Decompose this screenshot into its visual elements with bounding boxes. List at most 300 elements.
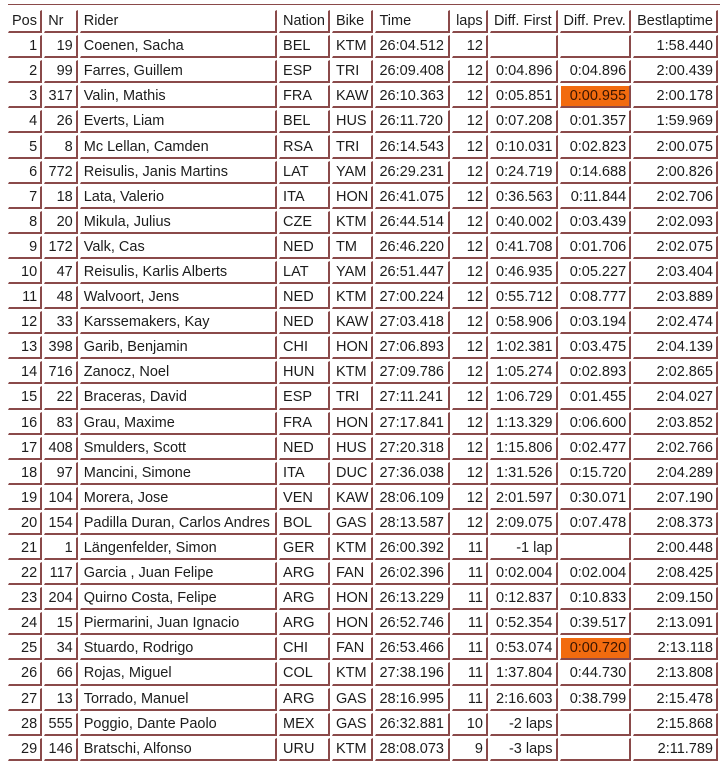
cell-time: 26:52.746 xyxy=(375,612,450,635)
cell-pos: 28 xyxy=(8,713,42,736)
cell-diff-prev: 0:44.730 xyxy=(560,662,632,685)
cell-time: 26:10.363 xyxy=(375,85,450,108)
cell-bike: TM xyxy=(332,236,374,259)
table-row xyxy=(8,587,718,610)
cell-rider: Piermarini, Juan Ignacio xyxy=(80,612,277,635)
cell-nation: ARG xyxy=(279,688,330,711)
cell-bike: HON xyxy=(332,587,374,610)
table-row xyxy=(8,612,718,635)
cell-laps: 11 xyxy=(452,612,488,635)
cell-nr: 146 xyxy=(44,738,78,761)
cell-rider: Braceras, David xyxy=(80,386,277,409)
cell-diff-prev: 0:38.799 xyxy=(560,688,632,711)
cell-nation: URU xyxy=(279,738,330,761)
cell-nr: 20 xyxy=(44,211,78,234)
top-divider xyxy=(8,4,720,5)
cell-rider: Everts, Liam xyxy=(80,110,277,133)
cell-diff-first: 2:09.075 xyxy=(490,512,558,535)
header-row xyxy=(8,10,718,33)
cell-bestlaptime: 2:02.865 xyxy=(633,361,718,384)
cell-rider: Mancini, Simone xyxy=(80,462,277,485)
cell-nr: 47 xyxy=(44,261,78,284)
cell-pos: 20 xyxy=(8,512,42,535)
cell-time: 27:00.224 xyxy=(375,286,450,309)
cell-time: 27:09.786 xyxy=(375,361,450,384)
table-row xyxy=(8,487,718,510)
cell-laps: 12 xyxy=(452,85,488,108)
cell-nation: NED xyxy=(279,311,330,334)
cell-diff-prev: 0:15.720 xyxy=(560,462,632,485)
cell-nation: ESP xyxy=(279,386,330,409)
table-row xyxy=(8,361,718,384)
cell-bike: TRI xyxy=(332,60,374,83)
col-header-laps: laps xyxy=(452,10,488,33)
cell-bike: KTM xyxy=(332,537,374,560)
cell-bestlaptime: 2:02.075 xyxy=(633,236,718,259)
cell-time: 26:02.396 xyxy=(375,562,450,585)
cell-nation: NED xyxy=(279,437,330,460)
cell-bike: KTM xyxy=(332,361,374,384)
cell-bestlaptime: 2:00.826 xyxy=(633,161,718,184)
table-row xyxy=(8,662,718,685)
col-header-bike: Bike xyxy=(332,10,374,33)
cell-pos: 9 xyxy=(8,236,42,259)
cell-bike: KTM xyxy=(332,211,374,234)
cell-diff-prev: 0:01.706 xyxy=(560,236,632,259)
table-row xyxy=(8,512,718,535)
cell-bike: FAN xyxy=(332,637,374,660)
cell-nation: ARG xyxy=(279,587,330,610)
cell-laps: 11 xyxy=(452,537,488,560)
cell-pos: 8 xyxy=(8,211,42,234)
table-row xyxy=(8,286,718,309)
cell-diff-prev: 0:06.600 xyxy=(560,412,632,435)
cell-rider: Coenen, Sacha xyxy=(80,35,277,58)
cell-diff-first: 0:05.851 xyxy=(490,85,558,108)
cell-diff-first: 1:06.729 xyxy=(490,386,558,409)
cell-time: 26:11.720 xyxy=(375,110,450,133)
cell-pos: 12 xyxy=(8,311,42,334)
cell-nr: 26 xyxy=(44,110,78,133)
cell-pos: 10 xyxy=(8,261,42,284)
table-row xyxy=(8,85,718,108)
cell-nation: VEN xyxy=(279,487,330,510)
cell-diff-first: 0:36.563 xyxy=(490,186,558,209)
table-row xyxy=(8,537,718,560)
cell-diff-first: 0:52.354 xyxy=(490,612,558,635)
table-row xyxy=(8,110,718,133)
cell-pos: 25 xyxy=(8,637,42,660)
cell-rider: Lata, Valerio xyxy=(80,186,277,209)
results-body xyxy=(8,35,718,761)
cell-nr: 97 xyxy=(44,462,78,485)
cell-time: 27:20.318 xyxy=(375,437,450,460)
cell-pos: 29 xyxy=(8,738,42,761)
cell-diff-first: 0:53.074 xyxy=(490,637,558,660)
cell-laps: 12 xyxy=(452,186,488,209)
cell-laps: 12 xyxy=(452,462,488,485)
cell-diff-first: 0:02.004 xyxy=(490,562,558,585)
cell-bestlaptime: 2:00.448 xyxy=(633,537,718,560)
cell-diff-first: 1:02.381 xyxy=(490,336,558,359)
cell-bike: GAS xyxy=(332,512,374,535)
col-header-pos: Pos xyxy=(8,10,42,33)
cell-pos: 24 xyxy=(8,612,42,635)
cell-nr: 33 xyxy=(44,311,78,334)
cell-rider: Reisulis, Karlis Alberts xyxy=(80,261,277,284)
cell-diff-first: 0:24.719 xyxy=(490,161,558,184)
cell-laps: 10 xyxy=(452,713,488,736)
cell-pos: 16 xyxy=(8,412,42,435)
cell-nation: COL xyxy=(279,662,330,685)
cell-bike: HUS xyxy=(332,437,374,460)
cell-laps: 12 xyxy=(452,487,488,510)
cell-diff-prev: 0:01.455 xyxy=(560,386,632,409)
cell-time: 26:14.543 xyxy=(375,135,450,158)
cell-rider: Bratschi, Alfonso xyxy=(80,738,277,761)
table-row xyxy=(8,236,718,259)
cell-rider: Valin, Mathis xyxy=(80,85,277,108)
cell-rider: Smulders, Scott xyxy=(80,437,277,460)
cell-bike: HON xyxy=(332,336,374,359)
table-row xyxy=(8,60,718,83)
cell-laps: 12 xyxy=(452,361,488,384)
cell-bike: KTM xyxy=(332,35,374,58)
cell-nation: BEL xyxy=(279,110,330,133)
cell-rider: Garcia , Juan Felipe xyxy=(80,562,277,585)
cell-bestlaptime: 2:03.852 xyxy=(633,412,718,435)
cell-rider: Farres, Guillem xyxy=(80,60,277,83)
cell-bestlaptime: 2:00.075 xyxy=(633,135,718,158)
table-row xyxy=(8,336,718,359)
cell-diff-prev: 0:14.688 xyxy=(560,161,632,184)
cell-time: 28:16.995 xyxy=(375,688,450,711)
cell-diff-prev: 0:02.893 xyxy=(560,361,632,384)
cell-nation: RSA xyxy=(279,135,330,158)
cell-diff-first: 1:31.526 xyxy=(490,462,558,485)
cell-diff-first: -2 laps xyxy=(490,713,558,736)
cell-time: 26:04.512 xyxy=(375,35,450,58)
cell-nation: LAT xyxy=(279,261,330,284)
results-table xyxy=(6,8,720,763)
cell-time: 26:32.881 xyxy=(375,713,450,736)
cell-nation: ARG xyxy=(279,562,330,585)
cell-nr: 1 xyxy=(44,537,78,560)
cell-time: 26:29.231 xyxy=(375,161,450,184)
cell-nr: 154 xyxy=(44,512,78,535)
cell-bike: KAW xyxy=(332,85,374,108)
cell-bike: HON xyxy=(332,612,374,635)
cell-diff-prev: 0:03.475 xyxy=(560,336,632,359)
cell-diff-prev: 0:03.194 xyxy=(560,311,632,334)
cell-time: 26:46.220 xyxy=(375,236,450,259)
cell-diff-prev: 0:10.833 xyxy=(560,587,632,610)
cell-diff-first: 1:15.806 xyxy=(490,437,558,460)
cell-laps: 12 xyxy=(452,336,488,359)
cell-nation: HUN xyxy=(279,361,330,384)
col-header-time: Time xyxy=(375,10,450,33)
cell-nr: 204 xyxy=(44,587,78,610)
cell-time: 27:03.418 xyxy=(375,311,450,334)
cell-laps: 11 xyxy=(452,637,488,660)
table-row xyxy=(8,161,718,184)
cell-nr: 66 xyxy=(44,662,78,685)
cell-bestlaptime: 2:03.889 xyxy=(633,286,718,309)
cell-bestlaptime: 2:02.093 xyxy=(633,211,718,234)
table-row xyxy=(8,738,718,761)
cell-time: 26:00.392 xyxy=(375,537,450,560)
cell-time: 27:38.196 xyxy=(375,662,450,685)
cell-diff-first: 0:10.031 xyxy=(490,135,558,158)
cell-nr: 117 xyxy=(44,562,78,585)
cell-time: 27:36.038 xyxy=(375,462,450,485)
cell-pos: 22 xyxy=(8,562,42,585)
cell-nation: ITA xyxy=(279,186,330,209)
cell-nr: 34 xyxy=(44,637,78,660)
cell-pos: 23 xyxy=(8,587,42,610)
cell-rider: Walvoort, Jens xyxy=(80,286,277,309)
cell-bike: KAW xyxy=(332,311,374,334)
cell-diff-first: 1:37.804 xyxy=(490,662,558,685)
cell-diff-first: 0:07.208 xyxy=(490,110,558,133)
cell-bestlaptime: 2:04.139 xyxy=(633,336,718,359)
cell-diff-first: 0:58.906 xyxy=(490,311,558,334)
cell-pos: 2 xyxy=(8,60,42,83)
cell-diff-prev: 0:02.823 xyxy=(560,135,632,158)
cell-pos: 19 xyxy=(8,487,42,510)
cell-laps: 12 xyxy=(452,110,488,133)
cell-diff-prev: 0:07.478 xyxy=(560,512,632,535)
cell-bestlaptime: 2:13.808 xyxy=(633,662,718,685)
cell-diff-prev: 0:11.844 xyxy=(560,186,632,209)
cell-nation: CZE xyxy=(279,211,330,234)
cell-bike: KAW xyxy=(332,487,374,510)
cell-rider: Mikula, Julius xyxy=(80,211,277,234)
col-header-bestlaptime: Bestlaptime xyxy=(633,10,718,33)
cell-bestlaptime: 1:58.440 xyxy=(633,35,718,58)
cell-nation: BEL xyxy=(279,35,330,58)
cell-pos: 4 xyxy=(8,110,42,133)
cell-bike: FAN xyxy=(332,562,374,585)
cell-bestlaptime: 2:13.118 xyxy=(633,637,718,660)
table-row xyxy=(8,35,718,58)
col-header-diff-first: Diff. First xyxy=(490,10,558,33)
cell-nation: GER xyxy=(279,537,330,560)
cell-diff-first: 0:41.708 xyxy=(490,236,558,259)
cell-nation: ITA xyxy=(279,462,330,485)
cell-bike: HUS xyxy=(332,110,374,133)
cell-bike: HON xyxy=(332,186,374,209)
cell-diff-first: 0:04.896 xyxy=(490,60,558,83)
cell-bike: KTM xyxy=(332,662,374,685)
cell-nr: 99 xyxy=(44,60,78,83)
cell-nr: 716 xyxy=(44,361,78,384)
cell-laps: 12 xyxy=(452,261,488,284)
cell-diff-first: -3 laps xyxy=(490,738,558,761)
cell-diff-first: 0:40.002 xyxy=(490,211,558,234)
table-row xyxy=(8,135,718,158)
cell-rider: Morera, Jose xyxy=(80,487,277,510)
cell-nr: 772 xyxy=(44,161,78,184)
table-row xyxy=(8,311,718,334)
cell-laps: 12 xyxy=(452,412,488,435)
cell-nation: NED xyxy=(279,286,330,309)
cell-pos: 13 xyxy=(8,336,42,359)
table-row xyxy=(8,412,718,435)
cell-diff-prev: 0:04.896 xyxy=(560,60,632,83)
cell-nr: 19 xyxy=(44,35,78,58)
cell-pos: 3 xyxy=(8,85,42,108)
cell-time: 28:08.073 xyxy=(375,738,450,761)
cell-nr: 172 xyxy=(44,236,78,259)
cell-nation: MEX xyxy=(279,713,330,736)
cell-nr: 13 xyxy=(44,688,78,711)
cell-time: 26:13.229 xyxy=(375,587,450,610)
cell-diff-prev xyxy=(560,35,632,58)
cell-rider: Rojas, Miguel xyxy=(80,662,277,685)
cell-bestlaptime: 1:59.969 xyxy=(633,110,718,133)
cell-time: 26:41.075 xyxy=(375,186,450,209)
cell-rider: Längenfelder, Simon xyxy=(80,537,277,560)
cell-pos: 18 xyxy=(8,462,42,485)
cell-bike: TRI xyxy=(332,135,374,158)
cell-time: 27:06.893 xyxy=(375,336,450,359)
cell-nr: 408 xyxy=(44,437,78,460)
cell-bestlaptime: 2:02.706 xyxy=(633,186,718,209)
cell-laps: 12 xyxy=(452,386,488,409)
cell-nation: ARG xyxy=(279,612,330,635)
cell-bestlaptime: 2:04.027 xyxy=(633,386,718,409)
cell-pos: 11 xyxy=(8,286,42,309)
cell-time: 26:53.466 xyxy=(375,637,450,660)
cell-diff-prev xyxy=(560,713,632,736)
cell-time: 27:11.241 xyxy=(375,386,450,409)
cell-bike: TRI xyxy=(332,386,374,409)
col-header-diff-prev: Diff. Prev. xyxy=(560,10,632,33)
cell-laps: 11 xyxy=(452,562,488,585)
cell-laps: 9 xyxy=(452,738,488,761)
cell-pos: 14 xyxy=(8,361,42,384)
cell-bike: HON xyxy=(332,412,374,435)
cell-nr: 83 xyxy=(44,412,78,435)
cell-nr: 18 xyxy=(44,186,78,209)
cell-diff-prev: 0:03.439 xyxy=(560,211,632,234)
cell-rider: Karssemakers, Kay xyxy=(80,311,277,334)
cell-diff-first: 0:55.712 xyxy=(490,286,558,309)
cell-diff-prev: 0:02.004 xyxy=(560,562,632,585)
cell-diff-prev-highlighted: 0:00.955 xyxy=(560,85,632,108)
table-row xyxy=(8,637,718,660)
cell-bestlaptime: 2:03.404 xyxy=(633,261,718,284)
cell-bike: KTM xyxy=(332,738,374,761)
table-row xyxy=(8,437,718,460)
cell-bestlaptime: 2:07.190 xyxy=(633,487,718,510)
cell-bike: GAS xyxy=(332,713,374,736)
cell-laps: 12 xyxy=(452,437,488,460)
cell-diff-prev: 0:39.517 xyxy=(560,612,632,635)
cell-pos: 6 xyxy=(8,161,42,184)
cell-nation: FRA xyxy=(279,412,330,435)
cell-diff-first xyxy=(490,35,558,58)
cell-pos: 17 xyxy=(8,437,42,460)
cell-bestlaptime: 2:15.478 xyxy=(633,688,718,711)
cell-laps: 12 xyxy=(452,236,488,259)
cell-nr: 22 xyxy=(44,386,78,409)
cell-bike: KTM xyxy=(332,286,374,309)
cell-diff-prev: 0:02.477 xyxy=(560,437,632,460)
cell-rider: Garib, Benjamin xyxy=(80,336,277,359)
table-row xyxy=(8,386,718,409)
cell-nation: NED xyxy=(279,236,330,259)
cell-time: 26:44.514 xyxy=(375,211,450,234)
table-row xyxy=(8,462,718,485)
cell-nr: 555 xyxy=(44,713,78,736)
cell-nr: 15 xyxy=(44,612,78,635)
cell-diff-first: -1 lap xyxy=(490,537,558,560)
cell-nr: 398 xyxy=(44,336,78,359)
cell-nr: 104 xyxy=(44,487,78,510)
cell-laps: 12 xyxy=(452,311,488,334)
cell-bestlaptime: 2:13.091 xyxy=(633,612,718,635)
cell-pos: 26 xyxy=(8,662,42,685)
cell-nation: LAT xyxy=(279,161,330,184)
cell-diff-prev: 0:08.777 xyxy=(560,286,632,309)
cell-bike: GAS xyxy=(332,688,374,711)
cell-bestlaptime: 2:09.150 xyxy=(633,587,718,610)
col-header-rider: Rider xyxy=(80,10,277,33)
table-row xyxy=(8,688,718,711)
cell-time: 28:06.109 xyxy=(375,487,450,510)
cell-bestlaptime: 2:02.474 xyxy=(633,311,718,334)
cell-bestlaptime: 2:08.373 xyxy=(633,512,718,535)
table-row xyxy=(8,186,718,209)
cell-bestlaptime: 2:15.868 xyxy=(633,713,718,736)
table-row xyxy=(8,261,718,284)
table-row xyxy=(8,713,718,736)
cell-laps: 12 xyxy=(452,286,488,309)
cell-diff-prev: 0:01.357 xyxy=(560,110,632,133)
cell-bike: YAM xyxy=(332,261,374,284)
cell-bestlaptime: 2:08.425 xyxy=(633,562,718,585)
cell-rider: Torrado, Manuel xyxy=(80,688,277,711)
cell-laps: 12 xyxy=(452,135,488,158)
cell-time: 26:51.447 xyxy=(375,261,450,284)
cell-diff-first: 2:16.603 xyxy=(490,688,558,711)
cell-laps: 11 xyxy=(452,587,488,610)
cell-rider: Valk, Cas xyxy=(80,236,277,259)
cell-diff-prev: 0:30.071 xyxy=(560,487,632,510)
cell-nation: CHI xyxy=(279,637,330,660)
cell-bestlaptime: 2:00.178 xyxy=(633,85,718,108)
cell-bestlaptime: 2:11.789 xyxy=(633,738,718,761)
cell-bike: YAM xyxy=(332,161,374,184)
cell-nr: 48 xyxy=(44,286,78,309)
cell-diff-first: 0:12.837 xyxy=(490,587,558,610)
cell-diff-prev: 0:05.227 xyxy=(560,261,632,284)
cell-pos: 21 xyxy=(8,537,42,560)
cell-pos: 1 xyxy=(8,35,42,58)
cell-time: 28:13.587 xyxy=(375,512,450,535)
cell-diff-prev xyxy=(560,537,632,560)
cell-diff-prev xyxy=(560,738,632,761)
cell-rider: Reisulis, Janis Martins xyxy=(80,161,277,184)
col-header-nation: Nation xyxy=(279,10,330,33)
cell-rider: Stuardo, Rodrigo xyxy=(80,637,277,660)
cell-rider: Grau, Maxime xyxy=(80,412,277,435)
cell-bestlaptime: 2:00.439 xyxy=(633,60,718,83)
cell-laps: 11 xyxy=(452,688,488,711)
cell-nation: FRA xyxy=(279,85,330,108)
